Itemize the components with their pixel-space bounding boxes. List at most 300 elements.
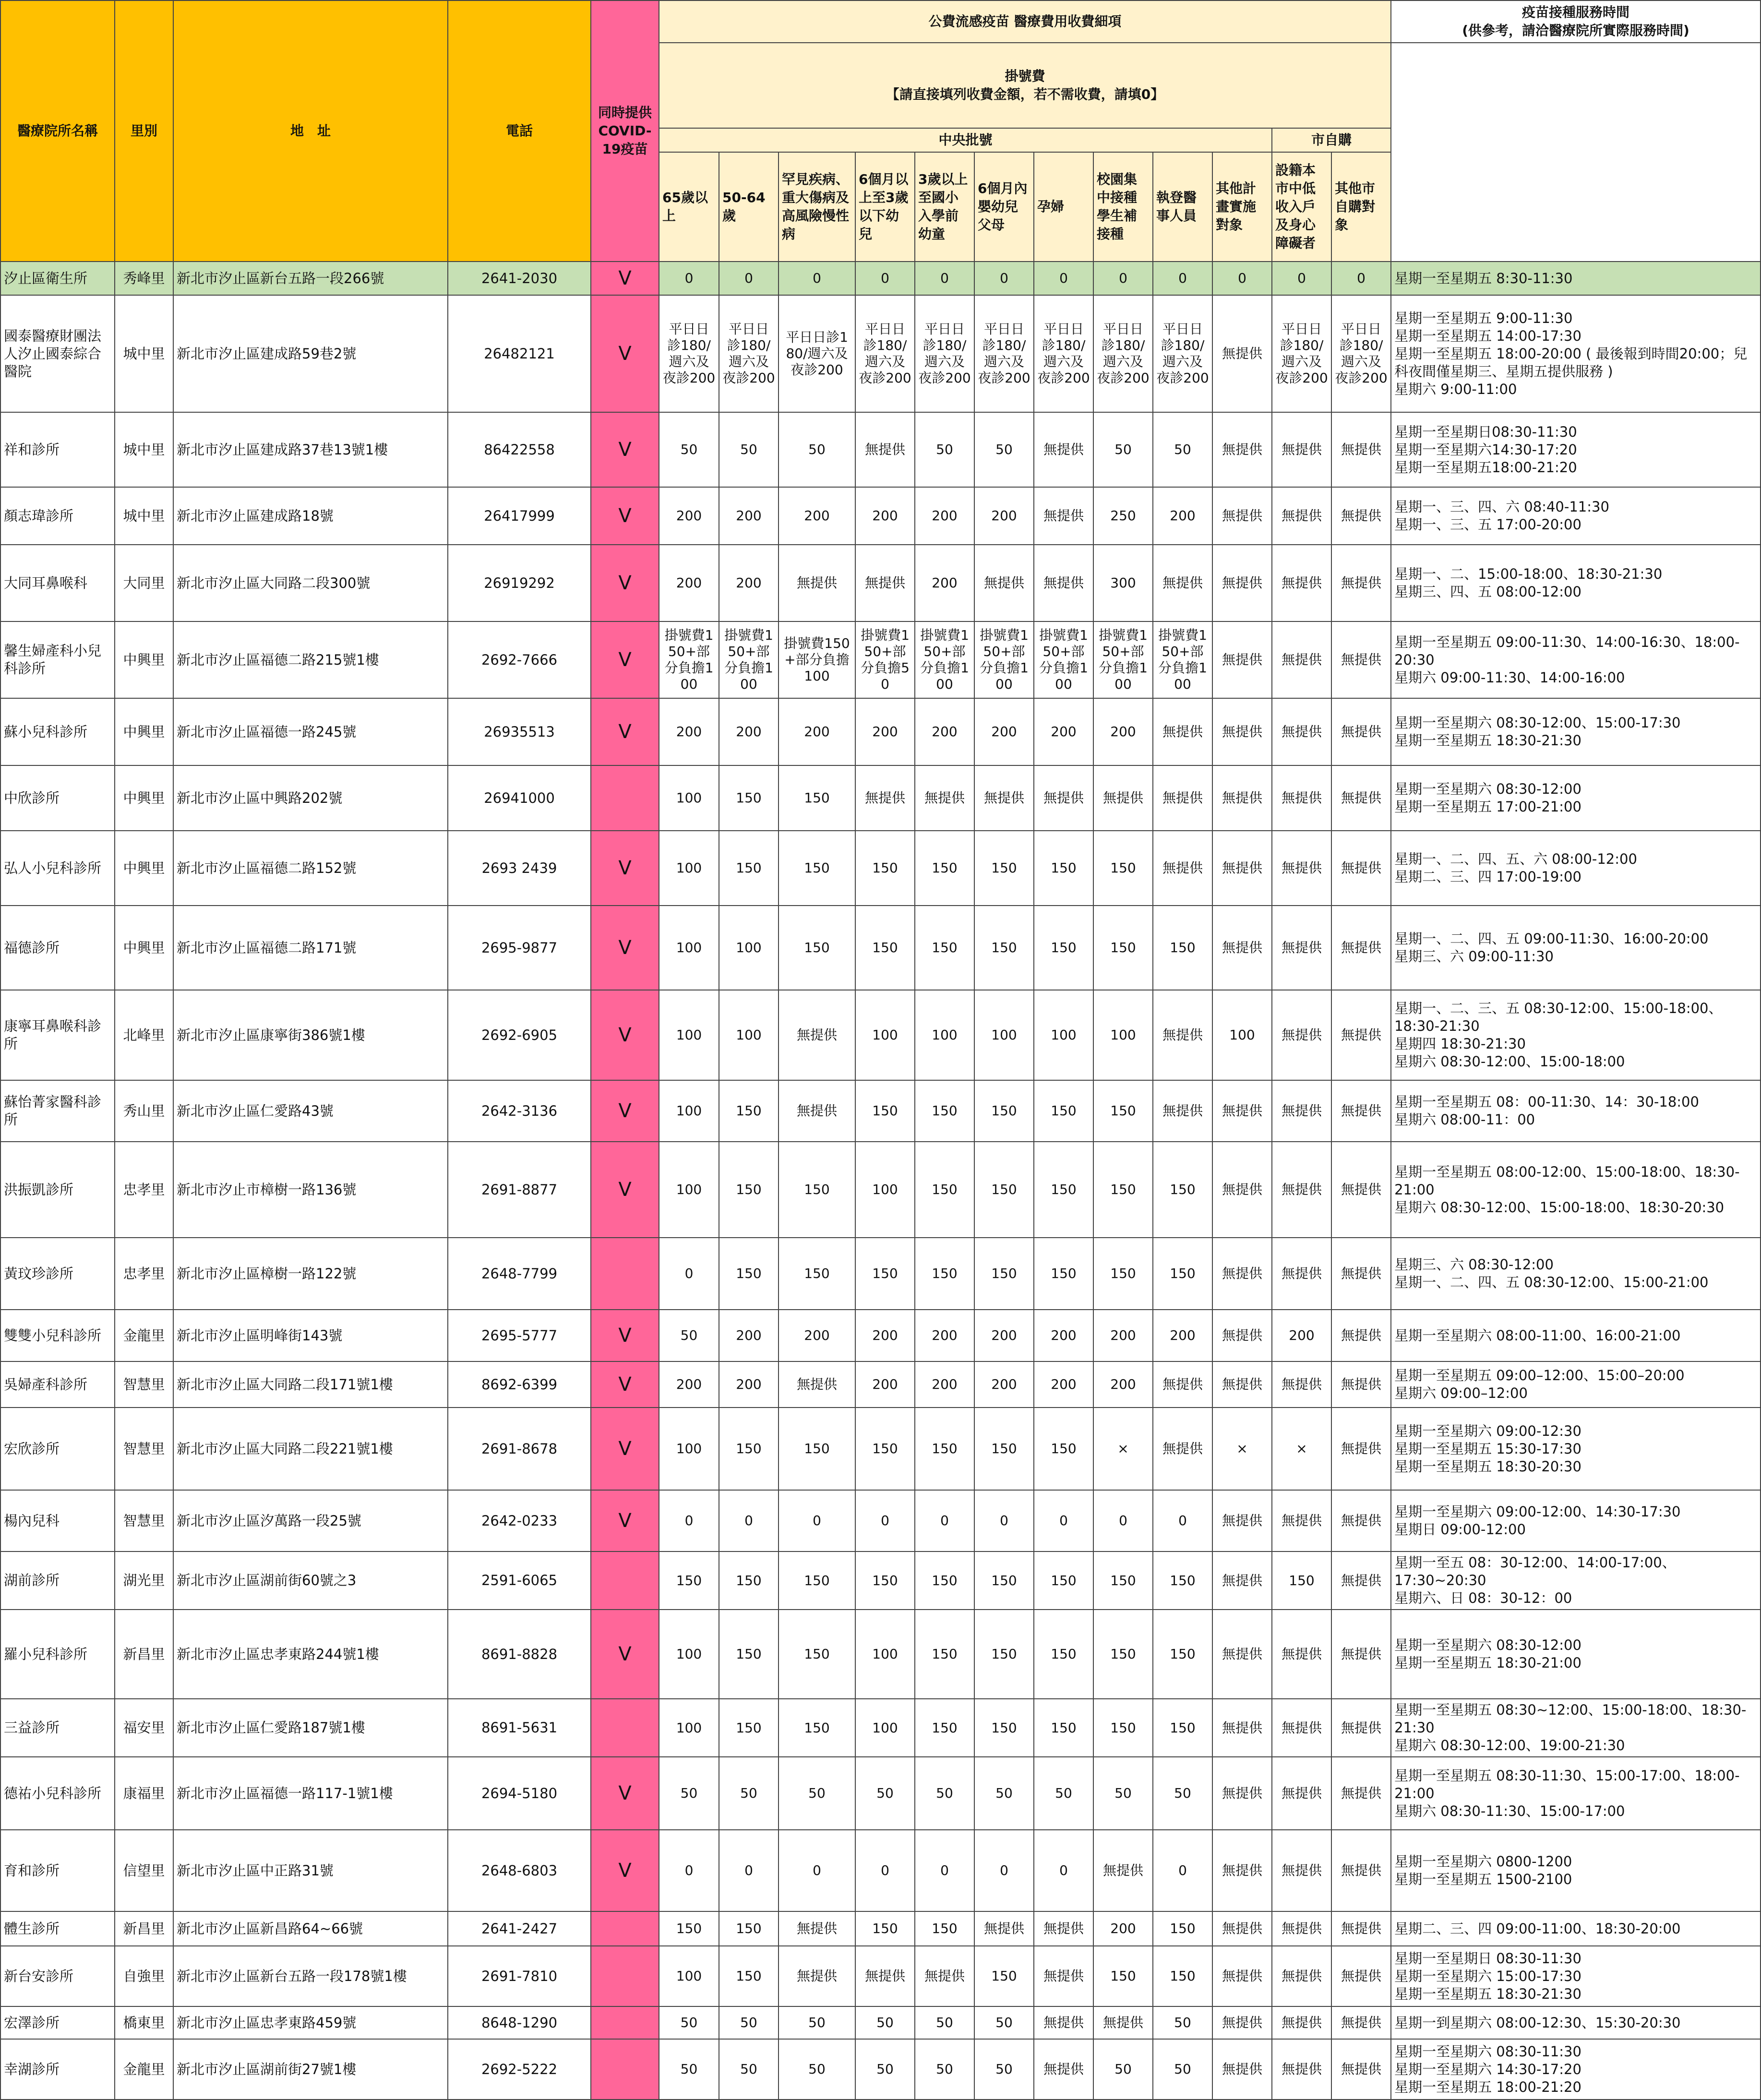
- fee-cell: 100: [855, 1610, 915, 1699]
- service-hours: 星期一至星期五 9:00-11:30 星期一至星期五 14:00-17:30 星期一至星期五 18:00-20:00 ( 最後報到時間20:00；兒科夜間僅星期三、星期五提供服務 ) 星期六 9:00-11:00: [1391, 295, 1761, 412]
- phone: 26482121: [448, 295, 591, 412]
- fee-cell: 無提供: [1034, 2039, 1093, 2100]
- fee-cell: 平日日診180/週六及夜診200: [1272, 295, 1331, 412]
- fee-cell: 無提供: [915, 765, 974, 831]
- fee-cell: 200: [855, 1310, 915, 1361]
- service-hours: 星期一至星期五 09:00–12:00、15:00–20:00 星期六 09:00–12:00: [1391, 1361, 1761, 1408]
- fee-cell: 150: [719, 765, 779, 831]
- fee-cell: 150: [779, 1238, 855, 1310]
- fee-cell: 100: [659, 1408, 719, 1490]
- fee-cell: 150: [974, 1699, 1034, 1757]
- fee-cell: 150: [915, 906, 974, 990]
- fee-cell: 150: [1093, 1699, 1153, 1757]
- fee-cell: 無提供: [1034, 545, 1093, 621]
- group-header: 其他計畫實施對象: [1212, 152, 1272, 262]
- village: 新昌里: [115, 1610, 173, 1699]
- fee-cell: 100: [659, 906, 719, 990]
- clinic-name: 宏澤診所: [0, 2006, 115, 2039]
- fee-cell: 150: [1093, 1946, 1153, 2006]
- fee-cell: 0: [974, 1490, 1034, 1551]
- fee-cell: 150: [1034, 1408, 1093, 1490]
- fee-cell: 50: [1093, 1757, 1153, 1830]
- address: 新北市汐止區大同路二段221號1樓: [173, 1408, 448, 1490]
- fee-cell: 無提供: [1331, 831, 1391, 906]
- fee-cell: 50: [719, 1757, 779, 1830]
- fee-cell: 0: [1034, 1490, 1093, 1551]
- table-row: [0, 1946, 1761, 2006]
- village: 湖光里: [115, 1551, 173, 1610]
- fee-cell: 無提供: [1212, 1361, 1272, 1408]
- fee-cell: 無提供: [1212, 1757, 1272, 1830]
- fee-cell: 150: [779, 1408, 855, 1490]
- covid-flag: V: [591, 1361, 659, 1408]
- clinic-name: 育和診所: [0, 1830, 115, 1911]
- fee-cell: 無提供: [1034, 487, 1093, 545]
- fee-cell: 150: [974, 906, 1034, 990]
- clinic-name: 德祐小兒科診所: [0, 1757, 115, 1830]
- service-hours: 星期一、二、四、五、六 08:00-12:00 星期二、三、四 17:00-19:00: [1391, 831, 1761, 906]
- fee-cell: 0: [719, 1490, 779, 1551]
- fee-cell: 200: [855, 487, 915, 545]
- fee-cell: 無提供: [1034, 412, 1093, 487]
- fee-cell: 200: [719, 1361, 779, 1408]
- clinic-name: 馨生婦產科小兒科診所: [0, 621, 115, 698]
- fee-cell: 150: [719, 1911, 779, 1946]
- fee-cell: 無提供: [1272, 1490, 1331, 1551]
- fee-cell: 無提供: [1331, 1551, 1391, 1610]
- fee-cell: 50: [1093, 412, 1153, 487]
- service-hours: 星期一至星期六 09:00-12:30 星期一至星期五 15:30-17:30 星期一至星期五 18:30-20:30: [1391, 1408, 1761, 1490]
- fee-cell: 150: [974, 831, 1034, 906]
- fee-cell: 50: [855, 1757, 915, 1830]
- clinic-name: 三益診所: [0, 1699, 115, 1757]
- village: 金龍里: [115, 1310, 173, 1361]
- clinic-name: 宏欣診所: [0, 1408, 115, 1490]
- fee-cell: 無提供: [1212, 1830, 1272, 1911]
- fee-cell: 50: [974, 1757, 1034, 1830]
- fee-cell: 無提供: [1272, 1757, 1331, 1830]
- fee-cell: 0: [1034, 262, 1093, 295]
- fee-cell: 50: [659, 1757, 719, 1830]
- fee-cell: 無提供: [1212, 1490, 1272, 1551]
- clinic-name: 楊內兒科: [0, 1490, 115, 1551]
- fee-cell: 150: [779, 1142, 855, 1238]
- fee-cell: 無提供: [1153, 698, 1212, 765]
- header-central-batch: 中央批號: [659, 128, 1272, 152]
- fee-cell: 300: [1093, 545, 1153, 621]
- fee-cell: 150: [855, 1080, 915, 1142]
- address: 新北市汐止區大同路二段300號: [173, 545, 448, 621]
- fee-cell: 200: [659, 1361, 719, 1408]
- address: 新北市汐止區福德一路245號: [173, 698, 448, 765]
- fee-cell: 無提供: [1331, 412, 1391, 487]
- fee-cell: 0: [855, 1490, 915, 1551]
- fee-cell: 100: [1093, 990, 1153, 1080]
- fee-cell: 50: [719, 2006, 779, 2039]
- fee-cell: 無提供: [1212, 487, 1272, 545]
- fee-cell: 150: [974, 1946, 1034, 2006]
- phone: 2693 2439: [448, 831, 591, 906]
- clinic-name: 大同耳鼻喉科: [0, 545, 115, 621]
- village: 中興里: [115, 906, 173, 990]
- fee-cell: ×: [1093, 1408, 1153, 1490]
- group-header: 3歲以上至國小入學前幼童: [915, 152, 974, 262]
- fee-cell: 無提供: [1331, 990, 1391, 1080]
- fee-cell: 200: [915, 487, 974, 545]
- fee-cell: ×: [1212, 1408, 1272, 1490]
- fee-cell: 無提供: [1272, 1610, 1331, 1699]
- service-hours: 星期一、三、四、六 08:40-11:30 星期一、三、五 17:00-20:00: [1391, 487, 1761, 545]
- service-hours: 星期二、三、四 09:00-11:00、18:30-20:00: [1391, 1911, 1761, 1946]
- table-row: [0, 1699, 1761, 1757]
- phone: 2648-6803: [448, 1830, 591, 1911]
- fee-cell: 150: [974, 1238, 1034, 1310]
- fee-cell: 150: [719, 1551, 779, 1610]
- village: 大同里: [115, 545, 173, 621]
- address: 新北市汐止區仁愛路187號1樓: [173, 1699, 448, 1757]
- fee-cell: 100: [719, 990, 779, 1080]
- fee-cell: 150: [974, 1551, 1034, 1610]
- clinic-name: 中欣診所: [0, 765, 115, 831]
- fee-cell: 無提供: [779, 990, 855, 1080]
- fee-cell: 無提供: [1272, 1080, 1331, 1142]
- fee-cell: 無提供: [779, 1946, 855, 2006]
- fee-cell: 50: [855, 2039, 915, 2100]
- header-fee-title: 公費流感疫苗 醫療費用收費細項: [659, 0, 1391, 43]
- fee-cell: 掛號費150+部分負擔100: [1093, 621, 1153, 698]
- fee-cell: 200: [974, 1361, 1034, 1408]
- fee-cell: 150: [719, 1080, 779, 1142]
- fee-cell: 150: [1093, 1238, 1153, 1310]
- covid-flag: V: [591, 1408, 659, 1490]
- clinic-name: 國泰醫療財團法人汐止國泰綜合醫院: [0, 295, 115, 412]
- fee-cell: 無提供: [1153, 545, 1212, 621]
- fee-cell: 150: [974, 1142, 1034, 1238]
- fee-cell: 0: [719, 1830, 779, 1911]
- fee-cell: 0: [855, 1830, 915, 1911]
- fee-cell: 無提供: [1212, 1610, 1272, 1699]
- phone: 2648-7799: [448, 1238, 591, 1310]
- fee-cell: 無提供: [1331, 545, 1391, 621]
- fee-cell: 200: [719, 698, 779, 765]
- phone: 2691-8678: [448, 1408, 591, 1490]
- fee-cell: 無提供: [1153, 990, 1212, 1080]
- fee-cell: 無提供: [1212, 1551, 1272, 1610]
- table-row: [0, 487, 1761, 545]
- table-row: [0, 1080, 1761, 1142]
- fee-cell: 200: [1093, 1310, 1153, 1361]
- fee-cell: 無提供: [1212, 2039, 1272, 2100]
- fee-cell: 100: [659, 1699, 719, 1757]
- clinic-name: 福德診所: [0, 906, 115, 990]
- fee-cell: 150: [779, 1551, 855, 1610]
- phone: 26941000: [448, 765, 591, 831]
- fee-cell: 50: [779, 2006, 855, 2039]
- fee-cell: 0: [1272, 262, 1331, 295]
- fee-cell: 100: [659, 831, 719, 906]
- table-row: [0, 1142, 1761, 1238]
- fee-cell: 無提供: [1331, 2039, 1391, 2100]
- fee-cell: 無提供: [974, 1911, 1034, 1946]
- village: 城中里: [115, 295, 173, 412]
- fee-cell: 150: [855, 906, 915, 990]
- fee-cell: 無提供: [1331, 1080, 1391, 1142]
- fee-cell: 150: [1034, 906, 1093, 990]
- covid-flag: [591, 1946, 659, 2006]
- header-village: 里別: [115, 0, 173, 262]
- fee-cell: 150: [1272, 1551, 1331, 1610]
- phone: 8692-6399: [448, 1361, 591, 1408]
- fee-cell: 50: [1153, 2006, 1212, 2039]
- fee-cell: 150: [1093, 1551, 1153, 1610]
- covid-flag: V: [591, 545, 659, 621]
- phone: 26935513: [448, 698, 591, 765]
- clinic-name: 雙雙小兒科診所: [0, 1310, 115, 1361]
- fee-cell: 200: [974, 1310, 1034, 1361]
- fee-cell: 0: [779, 1490, 855, 1551]
- fee-cell: 無提供: [1331, 1310, 1391, 1361]
- fee-cell: 無提供: [779, 545, 855, 621]
- fee-cell: 0: [1093, 262, 1153, 295]
- fee-cell: 150: [719, 1142, 779, 1238]
- header-hours-blank: [1391, 43, 1761, 262]
- fee-cell: 0: [915, 1830, 974, 1911]
- fee-cell: 200: [1153, 487, 1212, 545]
- header-covid: 同時提供COVID-19疫苗: [591, 0, 659, 262]
- clinic-name: 吳婦產科診所: [0, 1361, 115, 1408]
- village: 福安里: [115, 1699, 173, 1757]
- village: 智慧里: [115, 1361, 173, 1408]
- address: 新北市汐止區康寧街386號1樓: [173, 990, 448, 1080]
- fee-cell: 0: [974, 262, 1034, 295]
- fee-cell: 150: [915, 1699, 974, 1757]
- address: 新北市汐止區明峰街143號: [173, 1310, 448, 1361]
- fee-cell: 150: [779, 1699, 855, 1757]
- table-row: [0, 295, 1761, 412]
- group-header: 校園集中接種學生補接種: [1093, 152, 1153, 262]
- fee-cell: 0: [1153, 1490, 1212, 1551]
- fee-cell: 200: [1093, 1911, 1153, 1946]
- phone: 2691-7810: [448, 1946, 591, 2006]
- village: 智慧里: [115, 1490, 173, 1551]
- village: 金龍里: [115, 2039, 173, 2100]
- fee-cell: 無提供: [1212, 295, 1272, 412]
- fee-cell: 200: [659, 698, 719, 765]
- clinic-name: 康寧耳鼻喉科診所: [0, 990, 115, 1080]
- fee-cell: 150: [1153, 1946, 1212, 2006]
- fee-cell: 無提供: [1272, 1830, 1331, 1911]
- fee-cell: 150: [1153, 1699, 1212, 1757]
- clinic-name: 幸湖診所: [0, 2039, 115, 2100]
- fee-cell: 150: [719, 831, 779, 906]
- fee-cell: 50: [915, 412, 974, 487]
- fee-cell: 150: [1034, 1551, 1093, 1610]
- group-header: 6個月內嬰幼兒父母: [974, 152, 1034, 262]
- fee-cell: 無提供: [1331, 1610, 1391, 1699]
- group-header: 其他市自購對象: [1331, 152, 1391, 262]
- address: 新北市汐止區仁愛路43號: [173, 1080, 448, 1142]
- table-row: [0, 765, 1761, 831]
- header-hours: 疫苗接種服務時間 (供參考，請洽醫療院所實際服務時間): [1391, 0, 1761, 43]
- fee-cell: 無提供: [1272, 1142, 1331, 1238]
- phone: 2642-3136: [448, 1080, 591, 1142]
- covid-flag: V: [591, 831, 659, 906]
- fee-cell: 200: [1034, 1361, 1093, 1408]
- fee-cell: 150: [974, 1408, 1034, 1490]
- fee-cell: 0: [779, 262, 855, 295]
- fee-cell: 無提供: [1272, 1361, 1331, 1408]
- fee-cell: 0: [915, 1490, 974, 1551]
- group-header: 50-64歲: [719, 152, 779, 262]
- fee-cell: 平日日診180/週六及夜診200: [659, 295, 719, 412]
- address: 新北市汐止區建成路18號: [173, 487, 448, 545]
- address: 新北市汐止區新昌路64~66號: [173, 1911, 448, 1946]
- service-hours: 星期一、二、四、五 09:00-11:30、16:00-20:00 星期三、六 09:00-11:30: [1391, 906, 1761, 990]
- header-name: 醫療院所名稱: [0, 0, 115, 262]
- village: 中興里: [115, 765, 173, 831]
- fee-cell: 50: [1093, 2039, 1153, 2100]
- fee-cell: 150: [1093, 1610, 1153, 1699]
- clinic-name: 洪振凱診所: [0, 1142, 115, 1238]
- fee-cell: 0: [1331, 262, 1391, 295]
- fee-cell: 200: [719, 487, 779, 545]
- covid-flag: V: [591, 1610, 659, 1699]
- fee-cell: 50: [974, 412, 1034, 487]
- fee-cell: 平日日診180/週六及夜診200: [779, 295, 855, 412]
- fee-cell: 150: [1153, 1142, 1212, 1238]
- fee-cell: 無提供: [1331, 1238, 1391, 1310]
- phone: 26919292: [448, 545, 591, 621]
- service-hours: 星期一至星期六 08:30-11:30 星期一至星期六 14:30-17:20 星期一至星期五 18:00-21:20: [1391, 2039, 1761, 2100]
- covid-flag: V: [591, 990, 659, 1080]
- fee-cell: 100: [659, 1946, 719, 2006]
- address: 新北市汐止區福德二路171號: [173, 906, 448, 990]
- village: 智慧里: [115, 1408, 173, 1490]
- fee-cell: 0: [915, 262, 974, 295]
- fee-cell: 無提供: [1331, 698, 1391, 765]
- group-header: 6個月以上至3歲以下幼兒: [855, 152, 915, 262]
- fee-cell: 150: [855, 1911, 915, 1946]
- fee-cell: 無提供: [779, 1911, 855, 1946]
- fee-cell: 150: [974, 1610, 1034, 1699]
- fee-cell: ×: [1272, 1408, 1331, 1490]
- fee-cell: 50: [855, 2006, 915, 2039]
- header-address: 地 址: [173, 0, 448, 262]
- covid-flag: V: [591, 1490, 659, 1551]
- fee-cell: 無提供: [1272, 906, 1331, 990]
- fee-cell: 50: [779, 1757, 855, 1830]
- table-row: [0, 2006, 1761, 2039]
- fee-cell: 150: [779, 906, 855, 990]
- address: 新北市汐止區福德二路152號: [173, 831, 448, 906]
- fee-cell: 無提供: [1212, 1310, 1272, 1361]
- header-reg-fee: 掛號費 【請直接填列收費金額，若不需收費，請填0】: [659, 43, 1391, 128]
- covid-flag: V: [591, 1080, 659, 1142]
- table-row: [0, 1551, 1761, 1610]
- village: 自強里: [115, 1946, 173, 2006]
- service-hours: 星期一至星期六 08:30-12:00 星期一至星期五 17:00-21:00: [1391, 765, 1761, 831]
- fee-cell: 0: [659, 1830, 719, 1911]
- fee-cell: 無提供: [1272, 545, 1331, 621]
- fee-cell: 無提供: [1153, 1080, 1212, 1142]
- fee-cell: 0: [659, 1490, 719, 1551]
- fee-cell: 150: [915, 1911, 974, 1946]
- fee-cell: 200: [1093, 698, 1153, 765]
- fee-cell: 0: [1153, 262, 1212, 295]
- fee-cell: 100: [855, 990, 915, 1080]
- fee-cell: 100: [659, 1080, 719, 1142]
- fee-cell: 平日日診180/週六及夜診200: [974, 295, 1034, 412]
- covid-flag: V: [591, 1310, 659, 1361]
- fee-cell: 200: [855, 698, 915, 765]
- fee-cell: 150: [855, 831, 915, 906]
- fee-cell: 100: [974, 990, 1034, 1080]
- phone: 2695-5777: [448, 1310, 591, 1361]
- fee-cell: 無提供: [1272, 621, 1331, 698]
- service-hours: 星期一至星期六 0800-1200 星期一至星期五 1500-2100: [1391, 1830, 1761, 1911]
- address: 新北市汐止區忠孝東路459號: [173, 2006, 448, 2039]
- fee-cell: 無提供: [1331, 1699, 1391, 1757]
- service-hours: 星期一至星期六 08:30-12:00、15:00-17:30 星期一至星期五 18:30-21:30: [1391, 698, 1761, 765]
- fee-cell: 200: [719, 545, 779, 621]
- fee-cell: 150: [915, 831, 974, 906]
- table-row: [0, 698, 1761, 765]
- clinic-name: 蘇小兒科診所: [0, 698, 115, 765]
- fee-cell: 50: [1153, 1757, 1212, 1830]
- fee-cell: 無提供: [855, 412, 915, 487]
- village: 城中里: [115, 487, 173, 545]
- village: 忠孝里: [115, 1238, 173, 1310]
- phone: 2694-5180: [448, 1757, 591, 1830]
- fee-cell: 150: [915, 1080, 974, 1142]
- fee-cell: 掛號費150+部分負擔100: [915, 621, 974, 698]
- covid-flag: [591, 1699, 659, 1757]
- fee-cell: 150: [1153, 906, 1212, 990]
- clinic-name: 黃玟珍診所: [0, 1238, 115, 1310]
- fee-cell: 200: [659, 545, 719, 621]
- fee-cell: 無提供: [1272, 2039, 1331, 2100]
- fee-cell: 200: [779, 487, 855, 545]
- service-hours: 星期一到星期六 08:00-12:30、15:30-20:30: [1391, 2006, 1761, 2039]
- clinic-name: 湖前診所: [0, 1551, 115, 1610]
- fee-cell: 150: [855, 1408, 915, 1490]
- address: 新北市汐止區福德一路117-1號1樓: [173, 1757, 448, 1830]
- fee-cell: 無提供: [1331, 2006, 1391, 2039]
- fee-cell: 掛號費150+部分負擔100: [974, 621, 1034, 698]
- fee-cell: 200: [974, 698, 1034, 765]
- fee-cell: 掛號費150+部分負擔100: [1034, 621, 1093, 698]
- fee-cell: 無提供: [1212, 765, 1272, 831]
- fee-cell: 0: [719, 262, 779, 295]
- fee-cell: 200: [1093, 1361, 1153, 1408]
- fee-cell: 無提供: [1272, 1946, 1331, 2006]
- table-row: [0, 1830, 1761, 1911]
- fee-cell: 無提供: [1272, 990, 1331, 1080]
- phone: 2691-8877: [448, 1142, 591, 1238]
- fee-cell: 150: [1093, 1080, 1153, 1142]
- fee-cell: 無提供: [779, 1361, 855, 1408]
- fee-cell: 無提供: [1272, 487, 1331, 545]
- fee-cell: 無提供: [1212, 621, 1272, 698]
- clinic-name: 祥和診所: [0, 412, 115, 487]
- table-row: [0, 906, 1761, 990]
- fee-cell: 0: [974, 1830, 1034, 1911]
- fee-cell: 150: [779, 831, 855, 906]
- fee-cell: 200: [659, 487, 719, 545]
- table-row: [0, 621, 1761, 698]
- fee-cell: 無提供: [1272, 1699, 1331, 1757]
- fee-cell: 150: [779, 765, 855, 831]
